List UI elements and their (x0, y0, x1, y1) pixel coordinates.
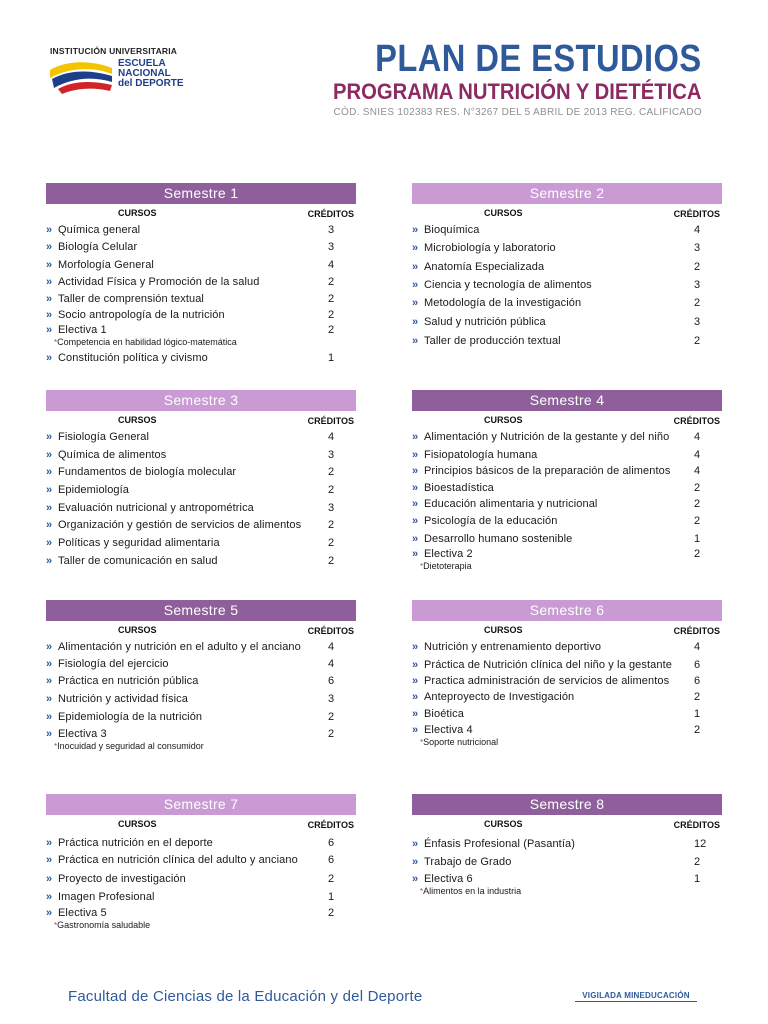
bullet-chevron-icon: » (412, 838, 419, 850)
semester-header: Semestre 5 (46, 600, 356, 621)
course-credits: 6 (694, 675, 701, 687)
semester-block-2 (412, 183, 722, 383)
course-credits: 6 (328, 837, 335, 849)
course-name: Epidemiología (58, 484, 130, 496)
course-credits: 2 (328, 324, 335, 336)
elective-detail (54, 740, 204, 753)
bullet-chevron-icon: » (46, 711, 53, 723)
bullet-chevron-icon: » (46, 259, 53, 271)
courses-column-header: CURSOS (118, 208, 157, 218)
credits-column-header: CRÉDITOS (673, 416, 720, 426)
course-credits: 2 (328, 873, 335, 885)
course-name: Epidemiología de la nutrición (58, 711, 203, 723)
course-credits: 1 (694, 708, 701, 720)
course-name: Practica administración de servicios de alimentos (424, 675, 670, 687)
semester-block-5 (46, 600, 356, 800)
course-name: Electiva 3 (58, 728, 107, 740)
course-credits: 4 (328, 641, 335, 653)
column-headers (46, 204, 356, 220)
course-name: Alimentación y Nutrición de la gestante y del niño (424, 431, 670, 443)
column-headers (412, 815, 722, 831)
semester-header: Semestre 7 (46, 794, 356, 815)
course-credits: 4 (328, 259, 335, 271)
course-credits: 3 (328, 502, 335, 514)
course-name: Anatomía Especializada (424, 261, 545, 273)
bullet-chevron-icon: » (46, 873, 53, 885)
column-headers (412, 204, 722, 220)
courses-column-header: CURSOS (118, 819, 157, 829)
institution-line: INSTITUCIÓN UNIVERSITARIA (50, 46, 178, 56)
course-name: Nutrición y entrenamiento deportivo (424, 641, 602, 653)
course-name: Nutrición y actividad física (58, 693, 188, 705)
asterisk-icon: * (420, 887, 424, 896)
bullet-chevron-icon: » (46, 519, 53, 531)
flag-swoosh-icon (48, 58, 114, 94)
faculty-name: Facultad de Ciencias de la Educación y del Deporte (68, 988, 423, 1005)
course-credits: 4 (694, 449, 701, 461)
courses-column-header: CURSOS (484, 819, 523, 829)
semester-header: Semestre 2 (412, 183, 722, 204)
course-credits: 2 (328, 555, 335, 567)
credits-column-header: CRÉDITOS (673, 209, 720, 219)
semester-header: Semestre 8 (412, 794, 722, 815)
credits-column-header: CRÉDITOS (307, 209, 354, 219)
bullet-chevron-icon: » (412, 297, 419, 309)
course-credits: 4 (694, 431, 701, 443)
course-credits: 2 (694, 261, 701, 273)
bullet-chevron-icon: » (412, 724, 419, 736)
courses-column-header: CURSOS (484, 415, 523, 425)
bullet-chevron-icon: » (412, 279, 419, 291)
course-name: Electiva 1 (58, 324, 107, 336)
bullet-chevron-icon: » (46, 728, 53, 740)
course-name: Principios básicos de la preparación de alimentos (424, 465, 671, 477)
bullet-chevron-icon: » (46, 641, 53, 653)
course-credits: 1 (328, 891, 335, 903)
bullet-chevron-icon: » (412, 335, 419, 347)
course-credits: 2 (328, 293, 335, 305)
elective-detail-text: Gastronomía saludable (57, 920, 151, 930)
bullet-chevron-icon: » (46, 324, 53, 336)
bullet-chevron-icon: » (46, 276, 53, 288)
course-name: Electiva 6 (424, 873, 473, 885)
course-name: Práctica de Nutrición clínica del niño y la gestante (424, 659, 672, 671)
course-credits: 4 (694, 224, 701, 236)
bullet-chevron-icon: » (46, 484, 53, 496)
course-name: Taller de comunicación en salud (58, 555, 218, 567)
program-code: CÓD. SNIES 102383 RES. N°3267 DEL 5 ABRIL DE 2013 REG. CALIFICADO (333, 107, 702, 118)
courses-column-header: CURSOS (118, 625, 157, 635)
bullet-chevron-icon: » (412, 465, 419, 477)
institution-logo (48, 46, 218, 96)
bullet-chevron-icon: » (412, 482, 419, 494)
course-credits: 3 (328, 224, 335, 236)
bullet-chevron-icon: » (46, 293, 53, 305)
page-title: PLAN DE ESTUDIOS (375, 38, 702, 80)
course-credits: 4 (328, 431, 335, 443)
asterisk-icon: * (54, 921, 58, 930)
elective-detail (420, 885, 521, 898)
course-credits: 2 (694, 498, 701, 510)
course-name: Electiva 5 (58, 907, 107, 919)
bullet-chevron-icon: » (412, 533, 419, 545)
course-credits: 2 (694, 515, 701, 527)
course-name: Química de alimentos (58, 449, 167, 461)
course-name: Políticas y seguridad alimentaria (58, 537, 220, 549)
bullet-chevron-icon: » (46, 241, 53, 253)
bullet-chevron-icon: » (412, 641, 419, 653)
bullet-chevron-icon: » (412, 548, 419, 560)
course-credits: 4 (694, 465, 701, 477)
program-title: PROGRAMA NUTRICIÓN Y DIETÉTICA (333, 79, 702, 104)
semester-header: Semestre 3 (46, 390, 356, 411)
course-credits: 2 (694, 691, 701, 703)
logo-name-line-1: ESCUELA (118, 58, 166, 69)
bullet-chevron-icon: » (46, 675, 53, 687)
course-name: Bioética (424, 708, 464, 720)
course-credits: 2 (328, 466, 335, 478)
courses-column-header: CURSOS (118, 415, 157, 425)
course-name: Práctica en nutrición pública (58, 675, 199, 687)
column-headers (412, 411, 722, 427)
swoosh-red (58, 82, 112, 94)
courses-column-header: CURSOS (484, 625, 523, 635)
course-credits: 3 (694, 316, 701, 328)
course-credits: 6 (694, 659, 701, 671)
course-name: Química general (58, 224, 141, 236)
bullet-chevron-icon: » (46, 693, 53, 705)
vigilada-badge: VIGILADA MINEDUCACIÓN (575, 991, 697, 1002)
asterisk-icon: * (420, 738, 424, 747)
course-name: Microbiología y laboratorio (424, 242, 556, 254)
column-headers (46, 411, 356, 427)
semester-block-4 (412, 390, 722, 590)
bullet-chevron-icon: » (46, 502, 53, 514)
bullet-chevron-icon: » (46, 224, 53, 236)
semester-block-8 (412, 794, 722, 994)
logo-name-line-2: NACIONAL (118, 68, 171, 79)
course-credits: 3 (328, 241, 335, 253)
bullet-chevron-icon: » (46, 854, 53, 866)
bullet-chevron-icon: » (46, 431, 53, 443)
course-name: Fisiopatología humana (424, 449, 538, 461)
course-credits: 2 (328, 309, 335, 321)
semester-block-1 (46, 183, 356, 383)
course-name: Fisiología General (58, 431, 150, 443)
elective-detail (420, 736, 498, 749)
course-name: Imagen Profesional (58, 891, 155, 903)
bullet-chevron-icon: » (46, 891, 53, 903)
bullet-chevron-icon: » (46, 449, 53, 461)
bullet-chevron-icon: » (412, 316, 419, 328)
elective-detail-text: Inocuidad y seguridad al consumidor (57, 741, 204, 751)
courses-column-header: CURSOS (484, 208, 523, 218)
semester-header: Semestre 4 (412, 390, 722, 411)
course-name: Bioquímica (424, 224, 480, 236)
bullet-chevron-icon: » (46, 658, 53, 670)
bullet-chevron-icon: » (412, 515, 419, 527)
bullet-chevron-icon: » (46, 555, 53, 567)
course-credits: 2 (328, 276, 335, 288)
course-name: Educación alimentaria y nutricional (424, 498, 598, 510)
credits-column-header: CRÉDITOS (307, 416, 354, 426)
bullet-chevron-icon: » (46, 907, 53, 919)
bullet-chevron-icon: » (412, 449, 419, 461)
bullet-chevron-icon: » (46, 837, 53, 849)
course-credits: 1 (694, 873, 701, 885)
course-name: Biología Celular (58, 241, 138, 253)
course-name: Actividad Física y Promoción de la salud (58, 276, 260, 288)
course-credits: 2 (694, 724, 701, 736)
course-name: Fisiología del ejercicio (58, 658, 169, 670)
elective-detail-text: Soporte nutricional (423, 737, 499, 747)
course-name: Alimentación y nutrición en el adulto y el anciano (58, 641, 301, 653)
course-name: Trabajo de Grado (424, 856, 512, 868)
logo-name-line-3: del DEPORTE (118, 78, 184, 89)
course-credits: 2 (328, 907, 335, 919)
asterisk-icon: * (54, 338, 58, 347)
course-name: Desarrollo humano sostenible (424, 533, 573, 545)
bullet-chevron-icon: » (46, 466, 53, 478)
course-name: Anteproyecto de Investigación (424, 691, 575, 703)
bullet-chevron-icon: » (412, 261, 419, 273)
course-credits: 1 (694, 533, 701, 545)
course-credits: 6 (328, 854, 335, 866)
course-name: Metodología de la investigación (424, 297, 582, 309)
course-name: Salud y nutrición pública (424, 316, 546, 328)
course-name: Constitución política y civismo (58, 352, 208, 364)
asterisk-icon: * (420, 562, 424, 571)
column-headers (412, 621, 722, 637)
semester-block-3 (46, 390, 356, 590)
elective-detail-text: Competencia en habilidad lógico-matemática (57, 337, 237, 347)
course-name: Taller de comprensión textual (58, 293, 204, 305)
course-name: Evaluación nutricional y antropométrica (58, 502, 254, 514)
course-credits: 4 (694, 641, 701, 653)
course-name: Proyecto de investigación (58, 873, 186, 885)
asterisk-icon: * (54, 742, 58, 751)
course-credits: 2 (328, 537, 335, 549)
bullet-chevron-icon: » (412, 498, 419, 510)
elective-detail (420, 560, 472, 573)
elective-detail-text: Alimentos en la industria (423, 886, 522, 896)
credits-column-header: CRÉDITOS (307, 626, 354, 636)
credits-column-header: CRÉDITOS (673, 820, 720, 830)
bullet-chevron-icon: » (412, 873, 419, 885)
bullet-chevron-icon: » (46, 309, 53, 321)
bullet-chevron-icon: » (412, 691, 419, 703)
column-headers (46, 815, 356, 831)
course-name: Práctica nutrición en el deporte (58, 837, 213, 849)
bullet-chevron-icon: » (46, 537, 53, 549)
course-credits: 6 (328, 675, 335, 687)
course-name: Ciencia y tecnología de alimentos (424, 279, 592, 291)
bullet-chevron-icon: » (46, 352, 53, 364)
course-credits: 3 (328, 449, 335, 461)
credits-column-header: CRÉDITOS (307, 820, 354, 830)
course-credits: 2 (694, 335, 701, 347)
elective-detail (54, 919, 150, 932)
semester-header: Semestre 1 (46, 183, 356, 204)
course-credits: 2 (694, 856, 701, 868)
course-name: Bioestadística (424, 482, 494, 494)
bullet-chevron-icon: » (412, 242, 419, 254)
course-name: Socio antropología de la nutrición (58, 309, 225, 321)
elective-detail-text: Dietoterapia (423, 561, 472, 571)
course-name: Psicología de la educación (424, 515, 558, 527)
bullet-chevron-icon: » (412, 431, 419, 443)
course-name: Práctica en nutrición clínica del adulto y anciano (58, 854, 298, 866)
course-name: Organización y gestión de servicios de alimentos (58, 519, 302, 531)
course-credits: 1 (328, 352, 335, 364)
course-credits: 2 (328, 484, 335, 496)
course-credits: 4 (328, 658, 335, 670)
course-name: Electiva 2 (424, 548, 473, 560)
bullet-chevron-icon: » (412, 659, 419, 671)
course-credits: 12 (694, 838, 707, 850)
course-name: Taller de producción textual (424, 335, 561, 347)
semester-header: Semestre 6 (412, 600, 722, 621)
course-credits: 2 (328, 728, 335, 740)
bullet-chevron-icon: » (412, 675, 419, 687)
course-credits: 2 (694, 548, 701, 560)
institution-name (118, 59, 184, 89)
course-credits: 3 (694, 279, 701, 291)
elective-detail (54, 336, 237, 349)
course-name: Énfasis Profesional (Pasantía) (424, 838, 575, 850)
course-name: Morfología General (58, 259, 154, 271)
semester-block-6 (412, 600, 722, 800)
course-credits: 3 (328, 693, 335, 705)
course-credits: 2 (694, 482, 701, 494)
course-credits: 2 (694, 297, 701, 309)
bullet-chevron-icon: » (412, 856, 419, 868)
course-credits: 2 (328, 711, 335, 723)
bullet-chevron-icon: » (412, 224, 419, 236)
credits-column-header: CRÉDITOS (673, 626, 720, 636)
course-credits: 3 (694, 242, 701, 254)
column-headers (46, 621, 356, 637)
bullet-chevron-icon: » (412, 708, 419, 720)
course-name: Electiva 4 (424, 724, 473, 736)
course-name: Fundamentos de biología molecular (58, 466, 237, 478)
semester-block-7 (46, 794, 356, 994)
course-credits: 2 (328, 519, 335, 531)
